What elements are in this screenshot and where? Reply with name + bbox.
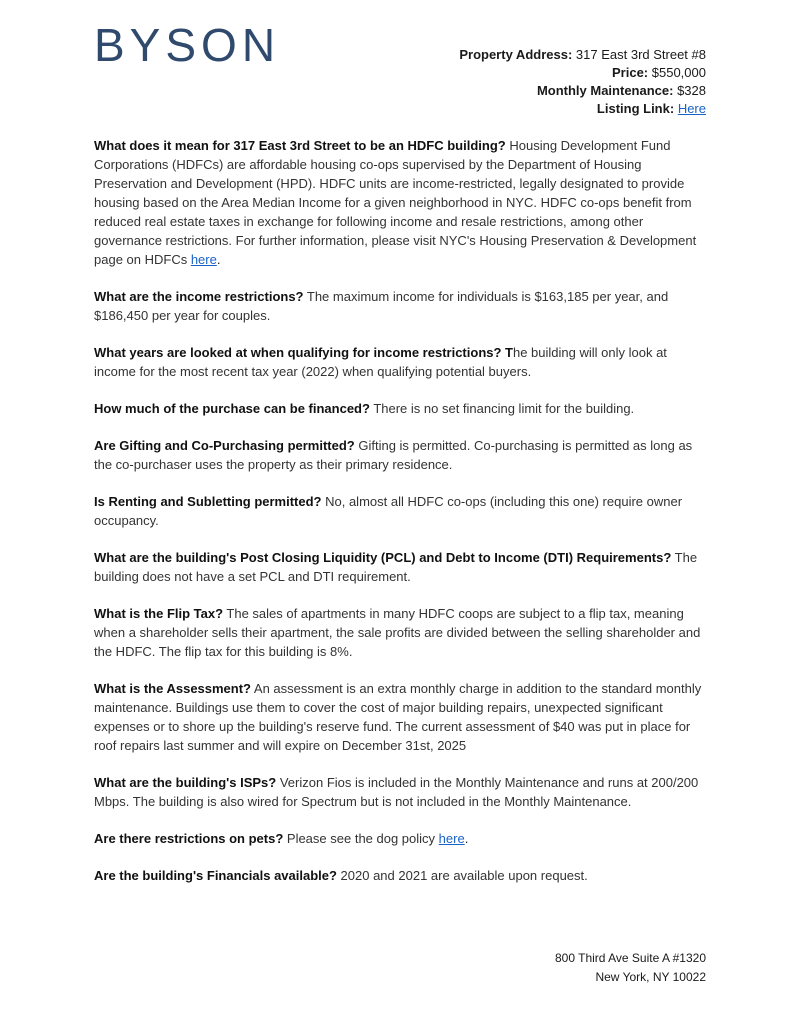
faq-item-renting bbox=[94, 492, 708, 530]
footer-address-line1: 800 Third Ave Suite A #1320 bbox=[554, 951, 706, 965]
faq-question: How much of the purchase can be financed? bbox=[94, 401, 370, 416]
footer-address-line2: New York, NY 10022 bbox=[595, 970, 706, 984]
faq-answer: The sales of apartments in many HDFC coops are subject to a flip tax, meaning when a shareholder sells their apartment, the sale profits are divided between the selling shareholder and the HDFC. The flip tax for this building is 8%. bbox=[94, 606, 701, 659]
byson-logo: BYSON bbox=[94, 19, 281, 71]
faq-answer: The maximum income for individuals is $163,185 per year, and $186,450 per year for couples. bbox=[94, 289, 669, 323]
faq-question: What are the building's Post Closing Liquidity (PCL) and Debt to Income (DTI) Requirements? bbox=[94, 550, 672, 565]
faq-answer-end: . bbox=[464, 831, 469, 846]
faq-answer: Housing Development Fund Corporations (HDFCs) are affordable housing co-ops supervised by the Department of Housing Preservation and Development (HPD). HDFC units are income-restricted, legally designated to provide housing based on the Area Median Income for a given neighborhood in NYC. HDFC co-ops benefit from reduced real estate taxes in exchange for following income and resale restrictions, among other governance restrictions. For further information, please visit NYC's Housing Preservation & Development page on HDFCs bbox=[94, 138, 697, 267]
faq-item-years bbox=[94, 343, 708, 381]
price-value: $550,000 bbox=[651, 65, 706, 80]
faq-item-flip-tax bbox=[94, 604, 708, 661]
faq-item-income bbox=[94, 287, 708, 325]
faq-item-financials bbox=[94, 866, 708, 885]
faq-question: What years are looked at when qualifying for income restrictions? T bbox=[94, 345, 513, 360]
listing-link-label: Listing Link: bbox=[596, 101, 675, 116]
faq-answer: he building will only look at income for the most recent tax year (2022) when qualifying potential buyers. bbox=[94, 345, 667, 379]
faq-question: What is the Flip Tax? bbox=[94, 606, 224, 621]
faq-item-pcl-dti bbox=[94, 548, 708, 586]
property-summary bbox=[459, 46, 706, 118]
faq-answer: Verizon Fios is included in the Monthly Maintenance and runs at 200/200 Mbps. The building is also wired for Spectrum but is not included in the Monthly Maintenance. bbox=[94, 775, 699, 809]
faq-question: What is the Assessment? bbox=[94, 681, 252, 696]
property-address-line bbox=[459, 46, 706, 64]
faq-item-pets bbox=[94, 829, 708, 848]
faq-question: Are the building's Financials available? bbox=[94, 868, 337, 883]
faq-question: Are Gifting and Co-Purchasing permitted? bbox=[94, 438, 355, 453]
property-address-label: Property Address: bbox=[459, 47, 573, 62]
faq-answer-end: . bbox=[216, 252, 221, 267]
faq-answer: Please see the dog policy bbox=[283, 831, 439, 846]
faq-item-gifting bbox=[94, 436, 708, 474]
maintenance-line bbox=[459, 82, 706, 100]
price-line bbox=[459, 64, 706, 82]
faq-question: Is Renting and Subletting permitted? bbox=[94, 494, 322, 509]
price-label: Price: bbox=[612, 65, 649, 80]
hpd-hdfc-link[interactable]: here bbox=[190, 252, 217, 267]
faq-section bbox=[94, 136, 708, 903]
faq-item-financing bbox=[94, 399, 708, 418]
dog-policy-link[interactable]: here bbox=[438, 831, 465, 846]
faq-question: What are the building's ISPs? bbox=[94, 775, 277, 790]
faq-item-assessment bbox=[94, 679, 708, 755]
property-address-value: 317 East 3rd Street #8 bbox=[575, 47, 706, 62]
faq-answer: The building does not have a set PCL and DTI requirement. bbox=[94, 550, 698, 584]
faq-item-hdfc bbox=[94, 136, 708, 269]
faq-answer: An assessment is an extra monthly charge in addition to the standard monthly maintenance. Buildings use them to cover the cost of major building repairs, unexpected significant expenses or to shore up the building's reserve fund. The current assessment of $40 was put in place for roof repairs last summer and will expire on December 31st, 2025 bbox=[94, 681, 702, 753]
faq-item-isps bbox=[94, 773, 708, 811]
maintenance-value: $328 bbox=[677, 83, 706, 98]
faq-answer: There is no set financing limit for the building. bbox=[369, 401, 635, 416]
faq-question: Are there restrictions on pets? bbox=[94, 831, 284, 846]
maintenance-label: Monthly Maintenance: bbox=[536, 83, 674, 98]
footer-address bbox=[555, 949, 706, 987]
faq-question: What are the income restrictions? bbox=[94, 289, 304, 304]
listing-link[interactable]: Here bbox=[677, 101, 706, 116]
faq-answer: Gifting is permitted. Co-purchasing is permitted as long as the co-purchaser uses the property as their primary residence. bbox=[94, 438, 693, 472]
listing-link-line bbox=[459, 100, 706, 118]
faq-answer: No, almost all HDFC co-ops (including this one) require owner occupancy. bbox=[94, 494, 683, 528]
faq-answer: 2020 and 2021 are available upon request. bbox=[336, 868, 588, 883]
faq-question: What does it mean for 317 East 3rd Street to be an HDFC building? bbox=[94, 138, 506, 153]
